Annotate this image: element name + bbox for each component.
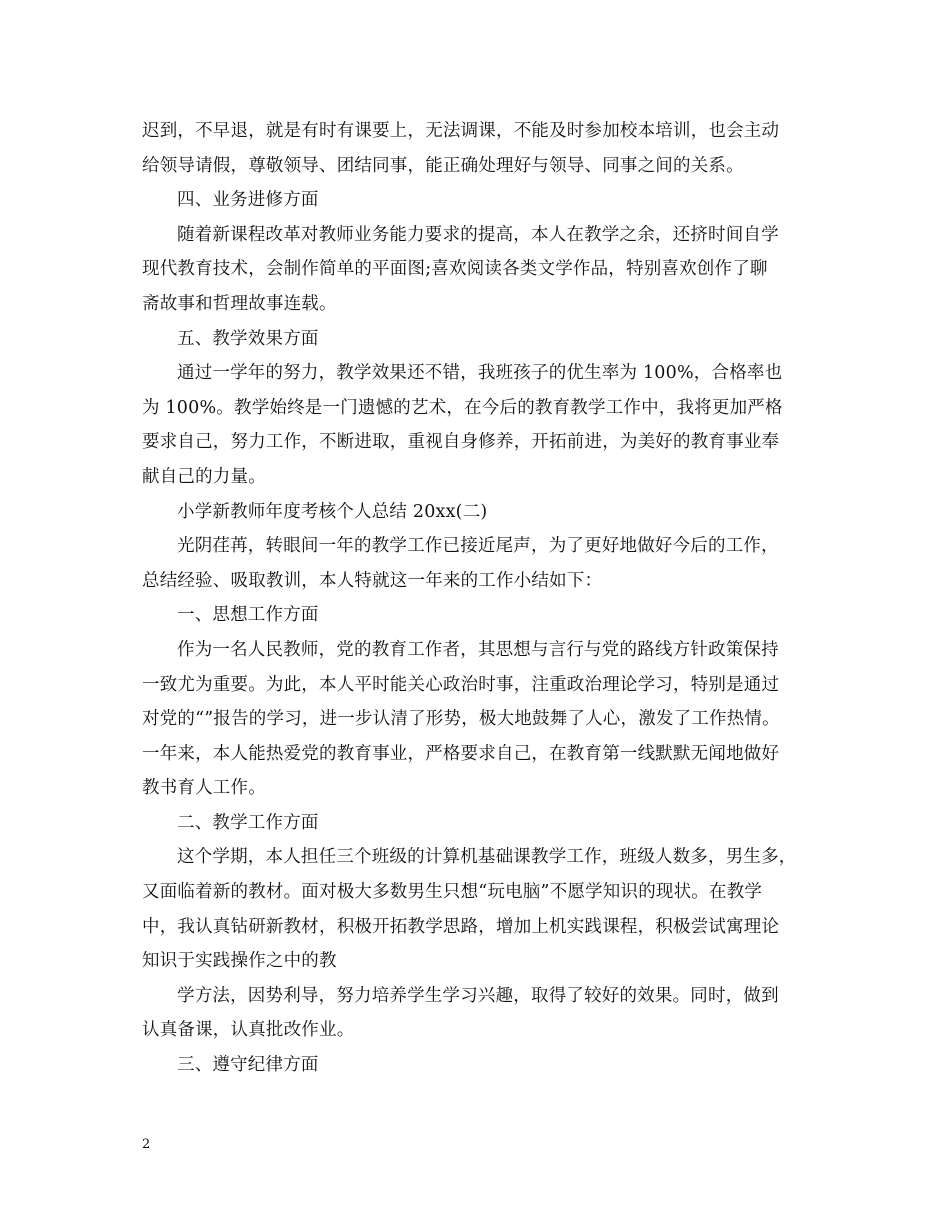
text-line: 认真备课，认真批改作业。 bbox=[142, 1020, 355, 1041]
text-line: 总结经验、吸取教训，本人特就这一年来的工作小结如下： bbox=[142, 570, 603, 591]
text-line: 这个学期，本人担任三个班级的计算机基础课教学工作，班级人数多，男生多， bbox=[177, 847, 797, 868]
text-line: 要求自己，努力工作，不断进取，重视自身修养，开拓前进，为美好的教育事业奉 bbox=[142, 432, 780, 453]
text-line: 四、业务进修方面 bbox=[177, 190, 319, 211]
text-line: 为 100%。教学始终是一门遗憾的艺术，在今后的教育教学工作中，我将更加严格 bbox=[142, 397, 783, 418]
text-line: 随着新课程改革对教师业务能力要求的提高，本人在教学之余，还挤时间自学 bbox=[177, 224, 779, 245]
text-line: 小学新教师年度考核个人总结 20xx(二) bbox=[177, 501, 488, 522]
text-line: 五、教学效果方面 bbox=[177, 328, 319, 349]
text-line: 中，我认真钻研新教材，积极开拓教学思路，增加上机实践课程，积极尝试寓理论 bbox=[142, 916, 780, 937]
text-line: 献自己的力量。 bbox=[142, 466, 266, 487]
text-line: 现代教育技术，会制作简单的平面图;喜欢阅读各类文学作品，特别喜欢创作了聊 bbox=[142, 259, 768, 280]
text-line: 三、遵守纪律方面 bbox=[177, 1055, 319, 1076]
text-line: 一致尤为重要。为此，本人平时能关心政治时事，注重政治理论学习，特别是通过 bbox=[142, 674, 780, 695]
text-line: 给领导请假，尊敬领导、团结同事，能正确处理好与领导、同事之间的关系。 bbox=[142, 155, 744, 176]
text-line: 一年来，本人能热爱党的教育事业，严格要求自己，在教育第一线默默无闻地做好 bbox=[142, 743, 780, 764]
text-line: 光阴荏苒，转眼间一年的教学工作已接近尾声，为了更好地做好今后的工作， bbox=[177, 536, 779, 557]
text-line: 斋故事和哲理故事连载。 bbox=[142, 293, 337, 314]
document-body bbox=[142, 114, 822, 1083]
text-line: 一、思想工作方面 bbox=[177, 605, 319, 626]
text-line: 又面临着新的教材。面对极大多数男生只想“玩电脑”不愿学知识的现状。在教学 bbox=[142, 882, 763, 903]
text-line: 教书育人工作。 bbox=[142, 778, 266, 799]
text-line: 学方法，因势利导，努力培养学生学习兴趣，取得了较好的效果。同时，做到 bbox=[177, 985, 779, 1006]
text-line: 对党的“”报告的学习，进一步认清了形势，极大地鼓舞了人心，激发了工作热情。 bbox=[142, 709, 780, 730]
text-line: 作为一名人民教师，党的教育工作者，其思想与言行与党的路线方针政策保持 bbox=[177, 639, 779, 660]
text-line: 知识于实践操作之中的教 bbox=[142, 951, 337, 972]
text-line: 通过一学年的努力，教学效果还不错，我班孩子的优生率为 100%，合格率也 bbox=[177, 363, 783, 384]
page-number: 2 bbox=[142, 1137, 151, 1152]
text-line: 迟到，不早退，就是有时有课要上，无法调课，不能及时参加校本培训，也会主动 bbox=[142, 121, 780, 141]
text-line: 二、教学工作方面 bbox=[177, 812, 319, 833]
